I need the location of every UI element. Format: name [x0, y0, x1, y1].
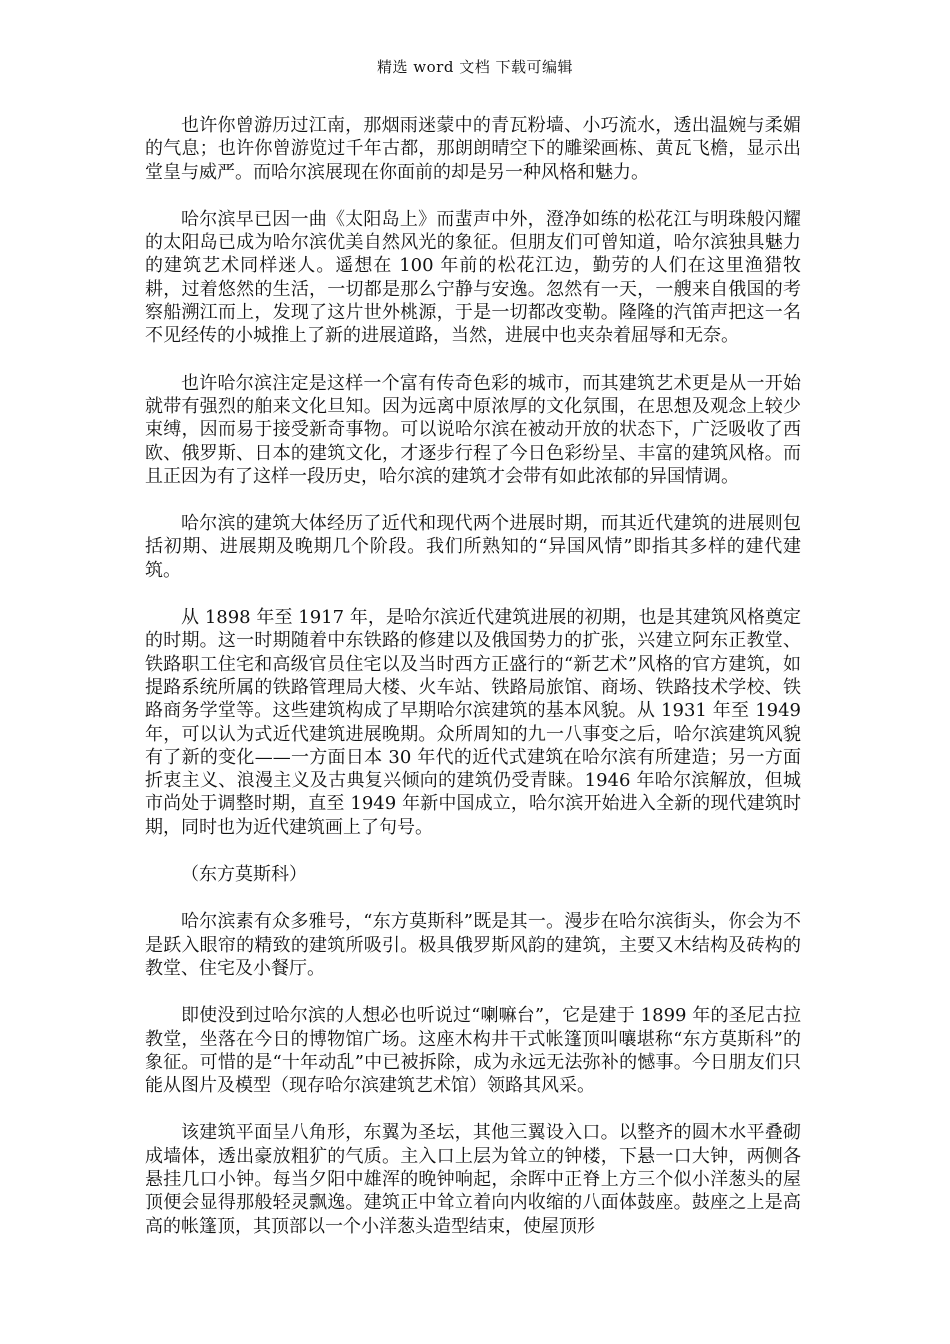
paragraph-4: 哈尔滨的建筑大体经历了近代和现代两个进展时期，而其近代建筑的进展则包括初期、进展期及晚期几个阶段。我们所熟知的“异国风情”即指其多样的建代建筑。	[145, 513, 801, 581]
paragraph-2: 哈尔滨早已因一曲《太阳岛上》而蜚声中外，澄净如练的松花江与明珠般闪耀的太阳岛已成为哈尔滨优美自然风光的象征。但朋友们可曾知道，哈尔滨独具魅力的建筑艺术同样迷人。遥想在 100 年前的松花江边，勤劳的人们在这里渔猎牧耕，过着悠然的生活，一切都是那么宁静与安逸。忽然有一天，一艘来自俄国的考察船溯江而上，发现了这片世外桃源，于是一切都改变勒。隆隆的汽笛声把这一名不见经传的小城推上了新的进展道路，当然，进展中也夹杂着屈辱和无奈。	[145, 208, 801, 347]
page-header: 精选 word 文档 下载可编辑	[377, 58, 573, 76]
paragraph-3: 也许哈尔滨注定是这样一个富有传奇色彩的城市，而其建筑艺术更是从一开始就带有强烈的舶来文化旦知。因为远离中原浓厚的文化氛围，在思想及观念上较少束缚，因而易于接受新奇事物。可以说哈尔滨在被动开放的状态下，广泛吸收了西欧、俄罗斯、日本的建筑文化，才逐步行程了今日色彩纷呈、丰富的建筑风格。而且正因为有了这样一段历史，哈尔滨的建筑才会带有如此浓郁的异国情调。	[145, 372, 801, 487]
paragraph-1: 也许你曾游历过江南，那烟雨迷蒙中的青瓦粉墙、小巧流水，透出温婉与柔媚的气息；也许你曾游览过千年古都，那朗朗晴空下的雕梁画栋、黄瓦飞檐，显示出堂皇与威严。而哈尔滨展现在你面前的却是另一种风格和魅力。	[145, 115, 801, 183]
section-heading: （东方莫斯科）	[181, 864, 307, 886]
document-body	[145, 114, 801, 1262]
paragraph-5: 从 1898 年至 1917 年，是哈尔滨近代建筑进展的初期，也是其建筑风格奠定的时期。这一时期随着中东铁路的修建以及俄国势力的扩张，兴建立阿东正教堂、铁路职工住宅和高级官员住宅以及当时西方正盛行的“新艺术”风格的官方建筑，如提路系统所属的铁路管理局大楼、火车站、铁路局旅馆、商场、铁路技术学校、铁路商务学堂等。这些建筑构成了早期哈尔滨建筑的基本风貌。从 1931 年至 1949 年，可以认为式近代建筑进展晚期。众所周知的九一八事变之后，哈尔滨建筑风貌有了新的变化——一方面日本 30 年代的近代式建筑在哈尔滨有所建造；另一方面折衷主义、浪漫主义及古典复兴倾向的建筑仍受青睐。1946 年哈尔滨解放，但城市尚处于调整时期，直至 1949 年新中国成立，哈尔滨开始进入全新的现代建筑时期，同时也为近代建筑画上了句号。	[145, 607, 801, 838]
paragraph-7: 即使没到过哈尔滨的人想必也听说过“喇嘛台”，它是建于 1899 年的圣尼古拉教堂，坐落在今日的博物馆广场。这座木构井干式帐篷顶叫嚷堪称“东方莫斯科”的象征。可惜的是“十年动乱”中已被拆除，成为永远无法弥补的憾事。今日朋友们只能从图片及模型（现存哈尔滨建筑艺术馆）领路其风采。	[145, 1005, 801, 1097]
paragraph-8: 该建筑平面呈八角形，东翼为圣坛，其他三翼设入口。以整齐的圆木水平叠砌成墙体，透出豪放粗犷的气质。主入口上层为耸立的钟楼，下悬一口大钟，两侧各悬挂几口小钟。每当夕阳中雄浑的晚钟响起，余晖中正脊上方三个似小洋葱头的屋顶便会显得那般轻灵飘逸。建筑正中耸立着向内收缩的八面体鼓座。鼓座之上是高高的帐篷顶，其顶部以一个小洋葱头造型结束，使屋顶形	[145, 1122, 801, 1237]
paragraph-6: 哈尔滨素有众多雅号，“东方莫斯科”既是其一。漫步在哈尔滨街头，你会为不是跃入眼帘的精致的建筑所吸引。极具俄罗斯风韵的建筑，主要又木结构及砖构的教堂、住宅及小餐厅。	[145, 911, 801, 979]
